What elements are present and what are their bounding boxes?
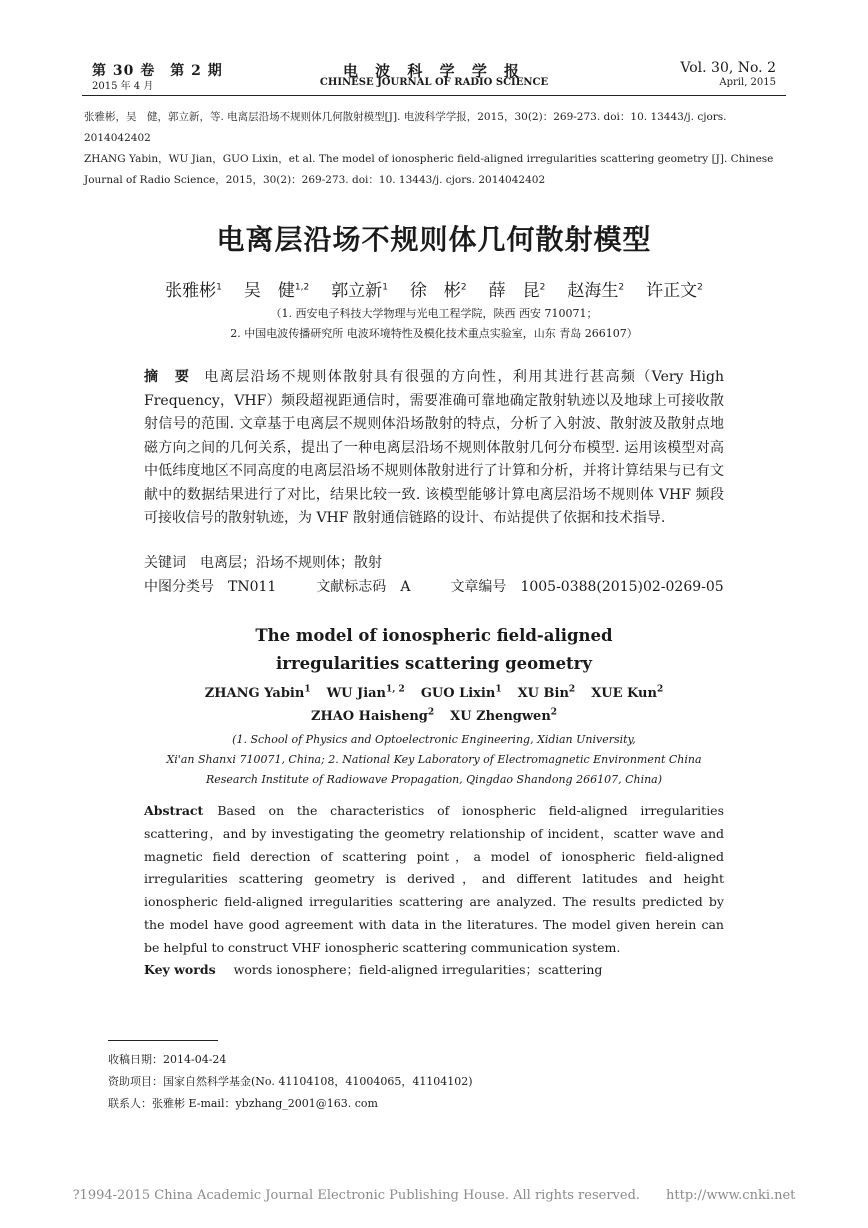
doc-code-label: 文献标志码: [316, 579, 387, 595]
article-number-value: 1005-0388(2015)02-0269-05: [520, 579, 724, 595]
author-name: 张雅彬$^1$: [165, 281, 222, 301]
keywords-en-text: words ionosphere；field-aligned irregularities；scattering: [233, 962, 603, 977]
author-affiliation-mark: 1: [382, 282, 388, 293]
author-affiliation-mark: 2: [618, 282, 625, 293]
paper-title-en-line-2: irregularities scattering geometry: [276, 654, 592, 673]
affiliation-cn-2: 2. 中国电波传播研究所 电波环境特性及模化技术重点实验室，山东 青岛 266107）: [230, 327, 638, 340]
author-name: 赵海生$^2$: [567, 281, 625, 301]
citation-cn: 张雅彬，吴 健，郭立新，等. 电离层沿场不规则体几何散射模型[J]. 电波科学学报，2015，30(2)：269-273. doi：10. 13443/j. cjors. 2014042402: [84, 111, 727, 144]
author-list-en-2: [0, 709, 868, 724]
author-affiliation-mark: 2: [539, 282, 546, 293]
doc-code-value: A: [400, 579, 411, 595]
author-name: ZHAO Haisheng$^2$: [310, 707, 435, 724]
affiliation-en-line-1: (1. School of Physics and Optoelectronic Engineering, Xidian University,: [232, 733, 636, 746]
citation-en: ZHANG Yabin，WU Jian，GUO Lixin，et al. The model of ionospheric field-aligned irregularities scattering geometry [J]. Chinese Journal of Radio Science，2015，30(2)：269-273. doi：10. 13443/j. cjors. 2014042402: [84, 153, 774, 186]
author-affiliation-mark: 2: [697, 282, 703, 293]
affiliation-cn-1: （1. 西安电子科技大学物理与光电工程学院，陕西 西安 710071；: [270, 307, 598, 320]
author-name: XU Zhengwen$^2$: [450, 707, 558, 724]
author-name: 徐 彬$^2$: [409, 281, 467, 301]
article-number-label: 文章编号: [450, 579, 507, 595]
abstract-cn: [144, 366, 724, 531]
author-affiliation-mark: 1, 2: [386, 684, 405, 695]
classification-line: [144, 576, 724, 596]
footnote-divider: [108, 1040, 218, 1041]
author-name: XU Bin$^2$: [517, 684, 576, 701]
paper-title-en-line-1: The model of ionospheric field-aligned: [255, 626, 613, 645]
author-name: ZHANG Yabin$^1$: [204, 684, 311, 701]
clc-value: TN011: [228, 579, 277, 595]
author-affiliation-mark: 1,2: [294, 282, 310, 293]
header-divider: [82, 95, 786, 96]
affiliation-en-line-2: Xi'an Shanxi 710071, China; 2. National Key Laboratory of Electromagnetic Environment China: [166, 753, 702, 766]
author-affiliation-mark: 2: [460, 282, 467, 293]
affiliation-en: [0, 730, 868, 790]
header-volume-en: Vol. 30, No. 2: [680, 60, 776, 76]
author-name: 许正文$^2$: [646, 281, 703, 301]
author-list-en-1: [0, 686, 868, 701]
keywords-en: [144, 960, 602, 978]
copyright-watermark: ?1994-2015 China Academic Journal Electronic Publishing House. All rights reserved. http://www.cnki.net: [72, 1188, 796, 1203]
abstract-en-text: Based on the characteristics of ionospheric field-aligned irregularities scattering，and by investigating the geometry relationship of incident，scatter wave and magnetic field derection of scattering point，a model of ionospheric field-aligned irregularities scattering geometry is derived，and different latitudes and height ionospheric field-aligned irregularities scattering are analyzed. The results predicted by the model have good agreement with data in the literatures. The model given herein can be helpful to construct VHF ionospheric scattering communication system.: [144, 803, 724, 955]
abstract-cn-label: 摘 要: [144, 369, 191, 385]
header-journal-cn: 电 波 科 学 学 报: [342, 62, 526, 80]
footnote-funding: 资助项目：国家自然科学基金(No. 41104108，41004065，41104102): [108, 1075, 473, 1088]
author-affiliation-mark: 2: [550, 707, 558, 718]
abstract-cn-text: 电离层沿场不规则体散射具有很强的方向性，利用其进行甚高频（Very High Frequency，VHF）频段超视距通信时，需要准确可靠地确定散射轨迹以及地球上可接收散射信号的范围. 文章基于电离层不规则体沿场散射的特点，分析了入射波、散射波及散射点地磁方向之间的几何关系，提出了一种电离层沿场不规则体散射几何分布模型. 运用该模型对高中低纬度地区不同高度的电离层沿场不规则体散射进行了计算和分析，并将计算结果与已有文献中的数据结果进行了对比，结果比较一致. 该模型能够计算电离层沿场不规则体 VHF 频段可接收信号的散射轨迹，为 VHF 散射通信链路的设计、布站提供了依据和技术指导.: [144, 369, 725, 526]
keywords-cn-text: 电离层；沿场不规则体；散射: [200, 555, 382, 571]
author-affiliation-mark: 2: [568, 684, 576, 695]
author-name: 郭立新$^1$: [331, 281, 388, 301]
author-affiliation-mark: 1: [495, 684, 502, 695]
header-date-en: April, 2015: [719, 77, 776, 88]
keywords-cn: [144, 552, 382, 572]
author-name: GUO Lixin$^1$: [420, 684, 502, 701]
paper-title-en: [0, 622, 868, 678]
author-name: XUE Kun$^2$: [591, 684, 664, 701]
abstract-en: [144, 800, 724, 960]
author-list-cn: [0, 276, 868, 301]
author-name: WU Jian$^{1, 2}$: [326, 684, 405, 701]
header-date-cn: 2015 年 4 月: [92, 81, 154, 92]
author-name: 吴 健$^{1,2}$: [243, 281, 310, 301]
footnote-received: 收稿日期：2014-04-24: [108, 1053, 227, 1066]
header-volume-cn: 第 30 卷 第 2 期: [92, 63, 223, 79]
author-affiliation-mark: 1: [304, 684, 311, 695]
abstract-en-label: Abstract: [144, 803, 204, 818]
affiliation-en-line-3: Research Institute of Radiowave Propagation, Qingdao Shandong 266107, China): [205, 773, 663, 786]
clc-label: 中图分类号: [144, 579, 214, 595]
paper-title-cn: 电离层沿场不规则体几何散射模型: [216, 223, 652, 256]
author-name: 薛 昆$^2$: [488, 281, 546, 301]
keywords-cn-label: 关键词: [144, 555, 186, 571]
author-affiliation-mark: 2: [656, 684, 664, 695]
header-journal-en: CHINESE JOURNAL OF RADIO SCIENCE: [319, 77, 549, 88]
keywords-en-label: Key words: [144, 962, 216, 977]
author-affiliation-mark: 2: [427, 707, 435, 718]
footnote-contact: 联系人：张雅彬 E-mail：ybzhang_2001@163. com: [108, 1097, 378, 1110]
author-affiliation-mark: 1: [216, 282, 222, 293]
